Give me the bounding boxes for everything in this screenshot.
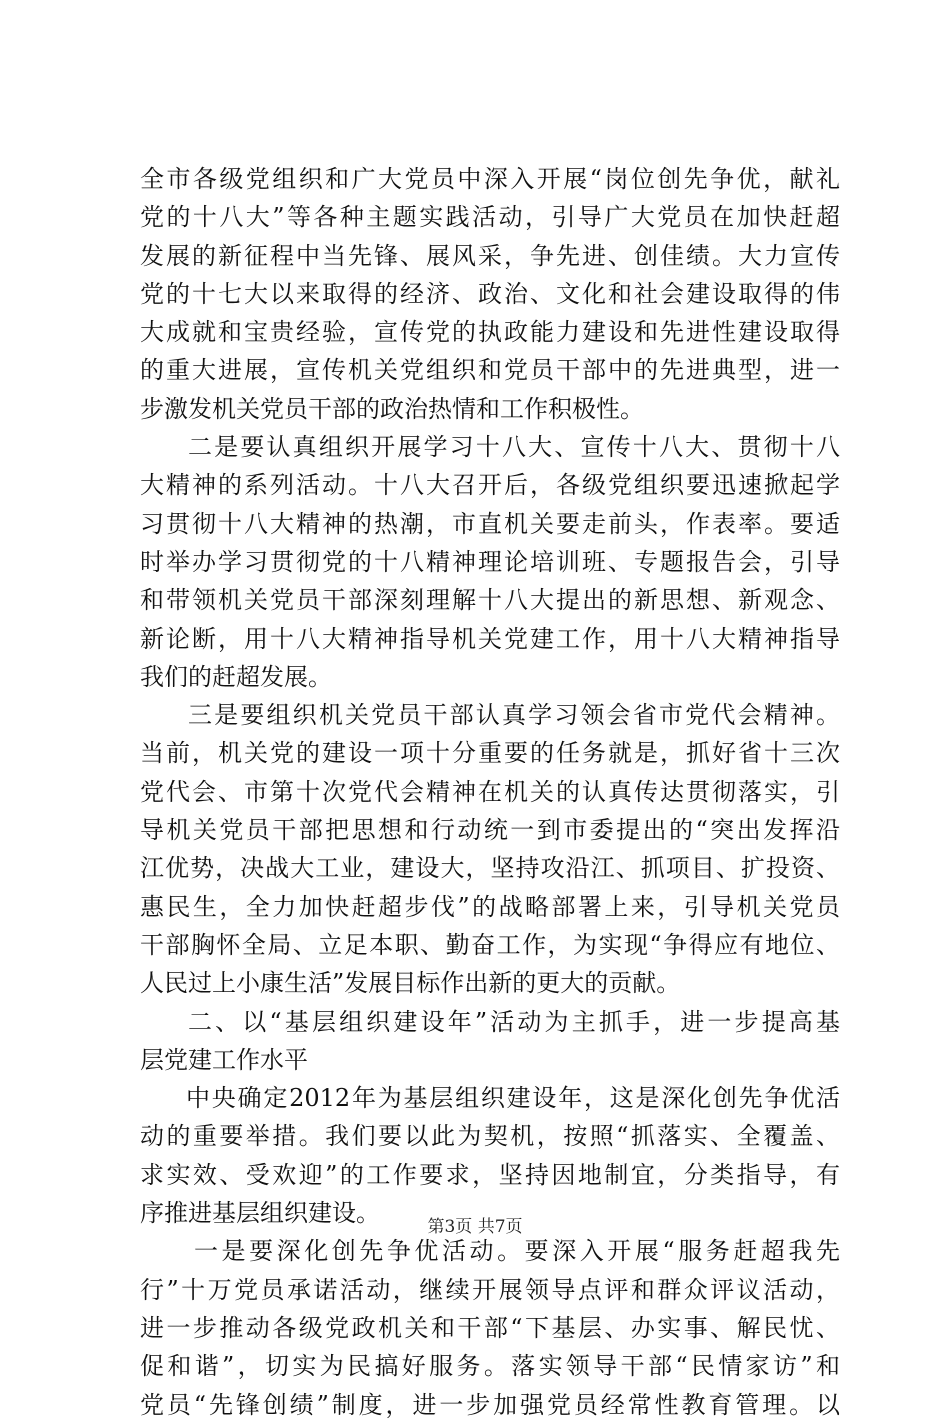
page-number: 第3页 共7页 <box>427 1217 523 1237</box>
text-line: 党代会、市第十次党代会精神在机关的认真传达贯彻落实，引 <box>140 777 840 806</box>
section-heading-line: 层党建工作水平 <box>140 1045 308 1074</box>
text-line: 新论断，用十八大精神指导机关党建工作，用十八大精神指导 <box>140 624 840 653</box>
text-line: 党员“先锋创绩”制度，进一步加强党员经常性教育管理。以 <box>140 1390 840 1419</box>
text-line: 全市各级党组织和广大党员中深入开展“岗位创先争优，献礼 <box>140 165 840 193</box>
text-line: 序推进基层组织建设。 <box>140 1199 380 1228</box>
text-line: 习贯彻十八大精神的热潮，市直机关要走前头，作表率。要适 <box>140 509 840 538</box>
text-line: 党的十七大以来取得的经济、政治、文化和社会建设取得的伟 <box>140 279 840 308</box>
text-line: 求实效、受欢迎”的工作要求，坚持因地制宜，分类指导，有 <box>140 1160 840 1189</box>
text-line: 发展的新征程中当先锋、展风采，争先进、创佳绩。大力宣传 <box>140 241 840 270</box>
text-line: 促和谐”，切实为民搞好服务。落实领导干部“民情家访”和 <box>140 1352 840 1381</box>
text-line: 的重大进展，宣传机关党组织和党员干部中的先进典型，进一 <box>140 356 840 385</box>
text-line: 人民过上小康生活”发展目标作出新的更大的贡献。 <box>140 969 681 998</box>
section-heading-line: 二、以“基层组织建设年”活动为主抓手，进一步提高基 <box>188 1007 840 1036</box>
text-line: 行”十万党员承诺活动，继续开展领导点评和群众评议活动， <box>140 1275 840 1304</box>
text-line: 惠民生，全力加快赶超步伐”的战略部署上来，引导机关党员 <box>140 892 840 921</box>
text-line: 我们的赶超发展。 <box>140 662 332 691</box>
text-line: 导机关党员干部把思想和行动统一到市委提出的“突出发挥沿 <box>140 816 840 845</box>
text-line: 党的十八大”等各种主题实践活动，引导广大党员在加快赶超 <box>140 203 840 232</box>
text-line: 时举办学习贯彻党的十八精神理论培训班、专题报告会，引导 <box>140 547 840 576</box>
text-line: 当前，机关党的建设一项十分重要的任务就是，抓好省十三次 <box>140 739 840 768</box>
text-line: 动的重要举措。我们要以此为契机，按照“抓落实、全覆盖、 <box>140 1122 840 1151</box>
text-line: 大精神的系列活动。十八大召开后，各级党组织要迅速掀起学 <box>140 471 840 500</box>
paragraph-start-line: 中央确定2012年为基层组织建设年，这是深化创先争优活 <box>186 1084 840 1113</box>
paragraph-start-line: 二是要认真组织开展学习十八大、宣传十八大、贯彻十八 <box>188 433 840 462</box>
paragraph-start-line: 三是要组织机关党员干部认真学习领会省市党代会精神。 <box>188 701 840 730</box>
text-line: 江优势，决战大工业，建设大，坚持攻沿江、抓项目、扩投资、 <box>140 854 840 883</box>
text-line: 大成就和宝贵经验，宣传党的执政能力建设和先进性建设取得 <box>140 318 840 347</box>
text-line: 进一步推动各级党政机关和干部“下基层、办实事、解民忧、 <box>140 1313 840 1342</box>
text-line: 步激发机关党员干部的政治热情和工作积极性。 <box>140 394 644 423</box>
text-line: 干部胸怀全局、立足本职、勤奋工作，为实现“争得应有地位、 <box>140 930 840 959</box>
paragraph-start-line: 一是要深化创先争优活动。要深入开展“服务赶超我先 <box>194 1237 840 1266</box>
text-line: 和带领机关党员干部深刻理解十八大提出的新思想、新观念、 <box>140 586 840 615</box>
